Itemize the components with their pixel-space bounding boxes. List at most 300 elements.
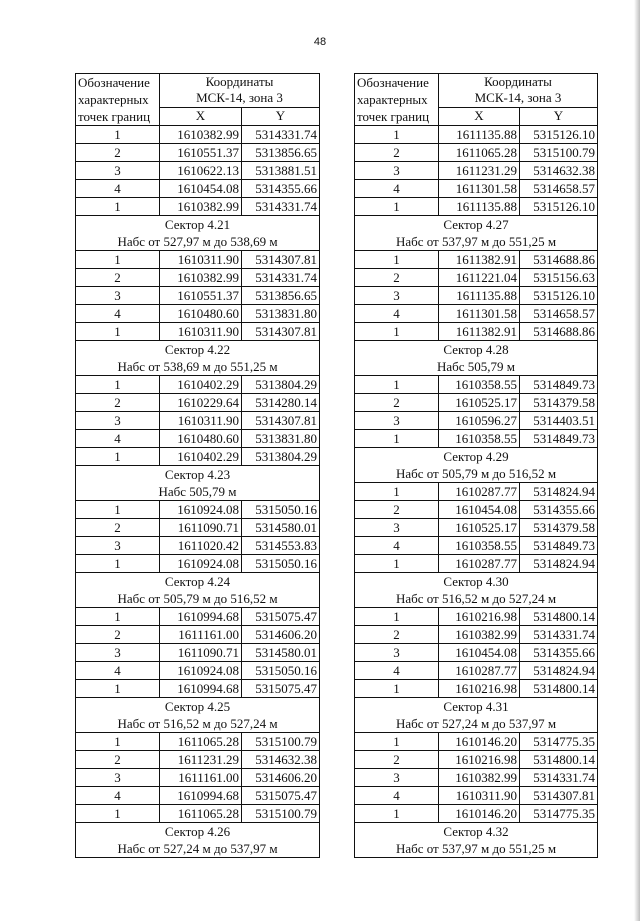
point-number-cell: 1: [76, 733, 160, 751]
table-row: [355, 680, 598, 698]
table-row: [76, 448, 320, 466]
y-coordinate-cell: 5314307.81: [242, 412, 320, 430]
x-coordinate-cell: 1610311.90: [439, 787, 520, 805]
point-number-cell: 1: [355, 483, 439, 501]
y-coordinate-cell: 5315100.79: [520, 144, 598, 162]
y-coordinate-cell: 5314355.66: [520, 644, 598, 662]
table-row: [355, 608, 598, 626]
y-coordinate-cell: 5314379.58: [520, 519, 598, 537]
point-number-cell: 1: [355, 680, 439, 698]
point-number-cell: 2: [76, 751, 160, 769]
y-coordinate-cell: 5314849.73: [520, 430, 598, 448]
point-number-cell: 2: [355, 144, 439, 162]
x-coordinate-cell: 1611065.28: [439, 144, 520, 162]
x-coordinate-cell: 1610551.37: [160, 144, 242, 162]
y-coordinate-cell: 5313804.29: [242, 376, 320, 394]
table-row: [76, 305, 320, 323]
x-coordinate-cell: 1610480.60: [160, 430, 242, 448]
point-number-cell: 1: [76, 805, 160, 823]
header-line: Обозначение: [357, 75, 429, 90]
point-number-cell: 1: [355, 555, 439, 573]
y-header: Y: [242, 107, 320, 125]
y-coordinate-cell: 5314688.86: [520, 323, 598, 341]
habs-label: Набс от 527,24 м до 537,97 м: [76, 840, 320, 858]
y-coordinate-cell: 5315075.47: [242, 608, 320, 626]
point-number-cell: 1: [355, 733, 439, 751]
point-number-cell: 2: [355, 269, 439, 287]
y-coordinate-cell: 5315050.16: [242, 555, 320, 573]
table-row: [355, 180, 598, 198]
y-header: Y: [520, 107, 598, 125]
y-coordinate-cell: 5314775.35: [520, 733, 598, 751]
x-coordinate-cell: 1610924.08: [160, 501, 242, 519]
point-number-cell: 1: [76, 251, 160, 269]
point-number-cell: 4: [76, 430, 160, 448]
y-coordinate-cell: 5314658.57: [520, 180, 598, 198]
point-number-cell: 3: [76, 162, 160, 180]
table-row: [76, 180, 320, 198]
y-coordinate-cell: 5314331.74: [520, 626, 598, 644]
point-number-cell: 1: [355, 126, 439, 144]
x-coordinate-cell: 1611301.58: [439, 305, 520, 323]
x-coordinate-cell: 1610382.99: [160, 126, 242, 144]
point-number-cell: 3: [76, 287, 160, 305]
y-coordinate-cell: 5314580.01: [242, 644, 320, 662]
header-line: точек границ: [78, 109, 151, 124]
x-coordinate-cell: 1611065.28: [160, 805, 242, 823]
table-row: [355, 733, 598, 751]
x-coordinate-cell: 1610924.08: [160, 555, 242, 573]
x-coordinate-cell: 1610311.90: [160, 412, 242, 430]
x-coordinate-cell: 1610994.68: [160, 608, 242, 626]
y-coordinate-cell: 5314331.74: [242, 126, 320, 144]
point-number-cell: 1: [76, 680, 160, 698]
y-coordinate-cell: 5314307.81: [520, 787, 598, 805]
x-coordinate-cell: 1611135.88: [439, 126, 520, 144]
page-edge-shadow: [634, 0, 640, 921]
point-number-cell: 4: [355, 180, 439, 198]
x-coordinate-cell: 1610287.77: [439, 555, 520, 573]
habs-label: Набс 505,79 м: [355, 358, 598, 376]
point-number-cell: 2: [76, 519, 160, 537]
table-row: [76, 376, 320, 394]
point-number-cell: 2: [355, 501, 439, 519]
header-line: МСК-14, зона 3: [474, 90, 562, 106]
point-number-cell: 4: [76, 787, 160, 805]
point-number-cell: 1: [76, 323, 160, 341]
x-coordinate-cell: 1611382.91: [439, 251, 520, 269]
table-row: [355, 251, 598, 269]
x-coordinate-cell: 1610454.08: [439, 644, 520, 662]
sector-row: [76, 341, 320, 359]
table-row: [76, 769, 320, 787]
y-coordinate-cell: 5314379.58: [520, 394, 598, 412]
x-coordinate-cell: 1610402.29: [160, 448, 242, 466]
point-number-cell: 3: [76, 644, 160, 662]
header-line: Координаты: [484, 74, 552, 90]
point-number-cell: 1: [76, 555, 160, 573]
sector-row: [76, 698, 320, 716]
table-row: [76, 412, 320, 430]
sector-title: Сектор 4.24: [76, 573, 320, 591]
point-number-cell: 4: [76, 662, 160, 680]
y-coordinate-cell: 5314355.66: [242, 180, 320, 198]
y-coordinate-cell: 5313856.65: [242, 144, 320, 162]
y-coordinate-cell: 5314331.74: [520, 769, 598, 787]
y-coordinate-cell: 5313881.51: [242, 162, 320, 180]
x-coordinate-cell: 1611090.71: [160, 644, 242, 662]
header-line: Обозначение: [78, 75, 150, 90]
point-number-cell: 1: [355, 430, 439, 448]
header-row: [355, 74, 598, 108]
table-row: [355, 644, 598, 662]
x-coordinate-cell: 1610596.27: [439, 412, 520, 430]
y-coordinate-cell: 5315075.47: [242, 680, 320, 698]
sector-row: [355, 698, 598, 716]
point-number-cell: 1: [355, 198, 439, 216]
y-coordinate-cell: 5314632.38: [520, 162, 598, 180]
y-coordinate-cell: 5314849.73: [520, 537, 598, 555]
header-line: точек границ: [357, 109, 430, 124]
habs-row: [76, 590, 320, 608]
table-row: [76, 501, 320, 519]
x-coordinate-cell: 1610229.64: [160, 394, 242, 412]
habs-label: Набс от 527,97 м до 538,69 м: [76, 233, 320, 251]
point-number-cell: 3: [355, 519, 439, 537]
table-row: [355, 787, 598, 805]
table-row: [76, 608, 320, 626]
coordinates-table-right: [354, 73, 598, 858]
y-coordinate-cell: 5315075.47: [242, 787, 320, 805]
table-row: [355, 305, 598, 323]
sector-title: Сектор 4.22: [76, 341, 320, 359]
point-number-cell: 2: [76, 269, 160, 287]
point-number-cell: 3: [355, 412, 439, 430]
sector-row: [76, 823, 320, 841]
point-number-cell: 1: [76, 126, 160, 144]
table-row: [355, 376, 598, 394]
header-line: Координаты: [205, 74, 274, 90]
point-number-cell: 1: [76, 198, 160, 216]
habs-label: Набс от 505,79 м до 516,52 м: [76, 590, 320, 608]
y-coordinate-cell: 5314307.81: [242, 251, 320, 269]
table-row: [355, 555, 598, 573]
y-coordinate-cell: 5314658.57: [520, 305, 598, 323]
x-coordinate-cell: 1610525.17: [439, 519, 520, 537]
x-coordinate-cell: 1611135.88: [439, 198, 520, 216]
y-coordinate-cell: 5314800.14: [520, 608, 598, 626]
x-coordinate-cell: 1610287.77: [439, 662, 520, 680]
sector-title: Сектор 4.26: [76, 823, 320, 841]
habs-label: Набс от 505,79 м до 516,52 м: [355, 465, 598, 483]
sector-title: Сектор 4.30: [355, 573, 598, 591]
point-number-cell: 2: [355, 626, 439, 644]
point-number-cell: 1: [355, 251, 439, 269]
table-row: [76, 662, 320, 680]
table-row: [355, 751, 598, 769]
y-coordinate-cell: 5314403.51: [520, 412, 598, 430]
point-number-cell: 1: [76, 448, 160, 466]
table-row: [76, 519, 320, 537]
y-coordinate-cell: 5314824.94: [520, 483, 598, 501]
table-row: [355, 769, 598, 787]
coordinates-table-left: [75, 73, 320, 858]
point-number-cell: 2: [76, 394, 160, 412]
habs-row: [76, 840, 320, 858]
sector-title: Сектор 4.21: [76, 216, 320, 234]
table-row: [355, 430, 598, 448]
x-coordinate-cell: 1610358.55: [439, 430, 520, 448]
y-coordinate-cell: 5314632.38: [242, 751, 320, 769]
habs-label: Набс от 527,24 м до 537,97 м: [355, 715, 598, 733]
table-row: [76, 751, 320, 769]
header-row: [76, 74, 320, 108]
x-coordinate-cell: 1610454.08: [160, 180, 242, 198]
x-coordinate-cell: 1610994.68: [160, 787, 242, 805]
y-coordinate-cell: 5314553.83: [242, 537, 320, 555]
y-coordinate-cell: 5314331.74: [242, 269, 320, 287]
coordinates-header: [160, 74, 320, 108]
table-row: [76, 323, 320, 341]
x-coordinate-cell: 1611161.00: [160, 626, 242, 644]
x-coordinate-cell: 1611065.28: [160, 733, 242, 751]
x-coordinate-cell: 1611020.42: [160, 537, 242, 555]
x-coordinate-cell: 1610216.98: [439, 751, 520, 769]
point-number-cell: 4: [76, 305, 160, 323]
x-coordinate-cell: 1611090.71: [160, 519, 242, 537]
y-coordinate-cell: 5314580.01: [242, 519, 320, 537]
y-coordinate-cell: 5315100.79: [242, 805, 320, 823]
table-row: [355, 394, 598, 412]
table-row: [76, 680, 320, 698]
y-coordinate-cell: 5315126.10: [520, 126, 598, 144]
sector-row: [355, 573, 598, 591]
x-coordinate-cell: 1610622.13: [160, 162, 242, 180]
x-coordinate-cell: 1610216.98: [439, 608, 520, 626]
table-row: [355, 412, 598, 430]
point-number-cell: 3: [355, 644, 439, 662]
sector-title: Сектор 4.29: [355, 448, 598, 466]
table-row: [355, 537, 598, 555]
point-number-cell: 1: [355, 805, 439, 823]
point-number-cell: 3: [355, 287, 439, 305]
point-number-cell: 4: [76, 180, 160, 198]
y-coordinate-cell: 5315126.10: [520, 287, 598, 305]
point-number-cell: 1: [76, 608, 160, 626]
x-coordinate-cell: 1610382.99: [439, 769, 520, 787]
x-coordinate-cell: 1610994.68: [160, 680, 242, 698]
y-coordinate-cell: 5314331.74: [242, 198, 320, 216]
x-coordinate-cell: 1610311.90: [160, 323, 242, 341]
table-row: [76, 144, 320, 162]
sector-row: [355, 823, 598, 841]
x-coordinate-cell: 1610382.99: [160, 269, 242, 287]
x-header: X: [160, 107, 242, 125]
table-row: [355, 323, 598, 341]
y-coordinate-cell: 5314824.94: [520, 662, 598, 680]
point-number-cell: 3: [76, 412, 160, 430]
y-coordinate-cell: 5314849.73: [520, 376, 598, 394]
table-row: [76, 805, 320, 823]
habs-label: Набс от 537,97 м до 551,25 м: [355, 840, 598, 858]
table-row: [76, 126, 320, 144]
x-coordinate-cell: 1610311.90: [160, 251, 242, 269]
point-number-cell: 2: [355, 394, 439, 412]
y-coordinate-cell: 5314688.86: [520, 251, 598, 269]
table-row: [355, 198, 598, 216]
y-coordinate-cell: 5315050.16: [242, 501, 320, 519]
table-row: [76, 644, 320, 662]
table-row: [76, 162, 320, 180]
point-number-cell: 4: [355, 537, 439, 555]
y-coordinate-cell: 5313804.29: [242, 448, 320, 466]
sector-title: Сектор 4.28: [355, 341, 598, 359]
sector-row: [355, 216, 598, 234]
header-line: характерных: [357, 92, 428, 107]
table-row: [355, 483, 598, 501]
sector-row: [355, 341, 598, 359]
x-coordinate-cell: 1610402.29: [160, 376, 242, 394]
y-coordinate-cell: 5314307.81: [242, 323, 320, 341]
header-line: характерных: [78, 92, 149, 107]
point-designation-header: [76, 74, 160, 126]
table-row: [355, 626, 598, 644]
point-number-cell: 1: [355, 376, 439, 394]
point-designation-header: [355, 74, 439, 126]
table-row: [76, 198, 320, 216]
x-coordinate-cell: 1610146.20: [439, 733, 520, 751]
y-coordinate-cell: 5315126.10: [520, 198, 598, 216]
y-coordinate-cell: 5314606.20: [242, 626, 320, 644]
table-row: [76, 626, 320, 644]
x-coordinate-cell: 1611231.29: [439, 162, 520, 180]
table-row: [76, 555, 320, 573]
sector-title: Сектор 4.27: [355, 216, 598, 234]
habs-label: Набс от 538,69 м до 551,25 м: [76, 358, 320, 376]
sector-title: Сектор 4.31: [355, 698, 598, 716]
point-number-cell: 1: [76, 376, 160, 394]
table-row: [355, 519, 598, 537]
habs-row: [355, 590, 598, 608]
habs-label: Набс от 537,97 м до 551,25 м: [355, 233, 598, 251]
table-row: [355, 269, 598, 287]
table-row: [355, 144, 598, 162]
sector-title: Сектор 4.25: [76, 698, 320, 716]
habs-row: [355, 715, 598, 733]
habs-row: [355, 465, 598, 483]
x-coordinate-cell: 1610146.20: [439, 805, 520, 823]
y-coordinate-cell: 5314280.14: [242, 394, 320, 412]
sector-title: Сектор 4.23: [76, 466, 320, 484]
x-coordinate-cell: 1610216.98: [439, 680, 520, 698]
table-row: [355, 162, 598, 180]
table-row: [76, 287, 320, 305]
point-number-cell: 1: [76, 501, 160, 519]
point-number-cell: 2: [76, 626, 160, 644]
habs-label: Набс 505,79 м: [76, 483, 320, 501]
sector-row: [76, 573, 320, 591]
coordinates-header: [439, 74, 598, 108]
table-row: [355, 805, 598, 823]
y-coordinate-cell: 5314606.20: [242, 769, 320, 787]
table-row: [76, 269, 320, 287]
x-header: X: [439, 107, 520, 125]
habs-row: [355, 358, 598, 376]
habs-row: [76, 483, 320, 501]
sector-row: [76, 216, 320, 234]
x-coordinate-cell: 1610382.99: [439, 626, 520, 644]
habs-row: [355, 840, 598, 858]
y-coordinate-cell: 5314800.14: [520, 680, 598, 698]
x-coordinate-cell: 1610454.08: [439, 501, 520, 519]
header-line: МСК-14, зона 3: [196, 90, 283, 106]
sector-row: [355, 448, 598, 466]
y-coordinate-cell: 5314355.66: [520, 501, 598, 519]
point-number-cell: 2: [355, 751, 439, 769]
table-row: [76, 251, 320, 269]
y-coordinate-cell: 5313831.80: [242, 430, 320, 448]
x-coordinate-cell: 1611231.29: [160, 751, 242, 769]
point-number-cell: 1: [355, 608, 439, 626]
point-number-cell: 3: [355, 769, 439, 787]
point-number-cell: 4: [355, 662, 439, 680]
point-number-cell: 3: [76, 769, 160, 787]
x-coordinate-cell: 1611221.04: [439, 269, 520, 287]
habs-row: [76, 358, 320, 376]
point-number-cell: 4: [355, 787, 439, 805]
y-coordinate-cell: 5314775.35: [520, 805, 598, 823]
y-coordinate-cell: 5315050.16: [242, 662, 320, 680]
habs-row: [355, 233, 598, 251]
table-row: [355, 126, 598, 144]
table-row: [76, 394, 320, 412]
table-row: [76, 430, 320, 448]
y-coordinate-cell: 5314824.94: [520, 555, 598, 573]
x-coordinate-cell: 1610924.08: [160, 662, 242, 680]
x-coordinate-cell: 1611161.00: [160, 769, 242, 787]
habs-label: Набс от 516,52 м до 527,24 м: [355, 590, 598, 608]
y-coordinate-cell: 5314800.14: [520, 751, 598, 769]
y-coordinate-cell: 5313856.65: [242, 287, 320, 305]
table-row: [76, 787, 320, 805]
y-coordinate-cell: 5313831.80: [242, 305, 320, 323]
table-row: [355, 287, 598, 305]
x-coordinate-cell: 1610480.60: [160, 305, 242, 323]
table-row: [355, 662, 598, 680]
x-coordinate-cell: 1611301.58: [439, 180, 520, 198]
x-coordinate-cell: 1610382.99: [160, 198, 242, 216]
table-row: [76, 733, 320, 751]
habs-label: Набс от 516,52 м до 527,24 м: [76, 715, 320, 733]
x-coordinate-cell: 1611382.91: [439, 323, 520, 341]
x-coordinate-cell: 1610358.55: [439, 376, 520, 394]
table-row: [76, 537, 320, 555]
point-number-cell: 2: [76, 144, 160, 162]
point-number-cell: 4: [355, 305, 439, 323]
x-coordinate-cell: 1610287.77: [439, 483, 520, 501]
x-coordinate-cell: 1610551.37: [160, 287, 242, 305]
page-number: 48: [313, 36, 327, 48]
habs-row: [76, 715, 320, 733]
sector-title: Сектор 4.32: [355, 823, 598, 841]
x-coordinate-cell: 1611135.88: [439, 287, 520, 305]
table-row: [355, 501, 598, 519]
point-number-cell: 1: [355, 323, 439, 341]
y-coordinate-cell: 5315100.79: [242, 733, 320, 751]
y-coordinate-cell: 5315156.63: [520, 269, 598, 287]
sector-row: [76, 466, 320, 484]
point-number-cell: 3: [76, 537, 160, 555]
